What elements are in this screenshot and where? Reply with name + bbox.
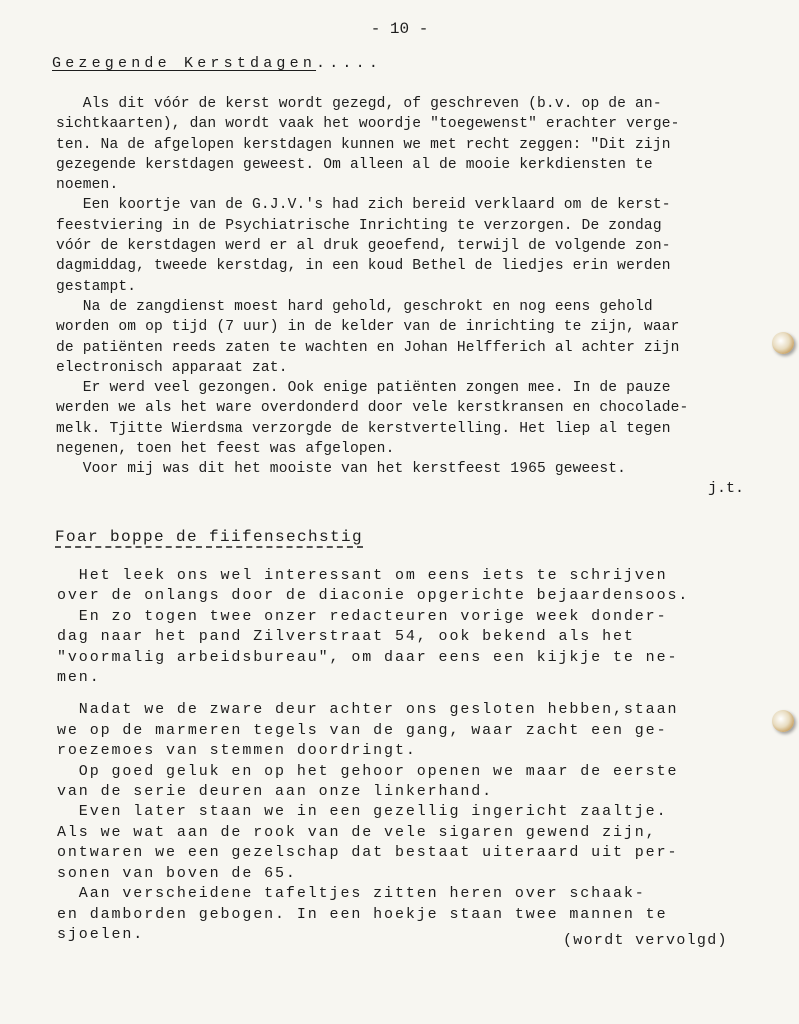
text-line: Op goed geluk en op het gehoor openen we maar de eerste — [57, 762, 679, 780]
continuation-note: (wordt vervolgd) — [563, 932, 728, 949]
section-title-fiifensechstig: Foar boppe de fiifensechstig — [55, 528, 364, 546]
text-line: Nadat we de zware deur achter ons gesloten hebben,staan — [57, 701, 679, 719]
text-line: noemen. — [56, 177, 119, 194]
page-number: - 10 - — [370, 20, 429, 38]
text-line: vóór de kerstdagen werd er al druk geoefend, terwijl de volgende zon- — [56, 238, 671, 255]
text-line: sichtkaarten), dan wordt vaak het woordje "toegewenst" erachter verge- — [56, 116, 680, 133]
text-line: Er werd veel gezongen. Ook enige patiënten zongen mee. In de pauze — [56, 380, 671, 397]
text-line: "voormalig arbeidsbureau", om daar eens een kijkje te ne- — [57, 648, 679, 666]
section-body-kerstdagen — [56, 94, 766, 480]
text-line: Het leek ons wel interessant om eens iets te schrijven — [57, 567, 668, 584]
text-line: dagmiddag, tweede kerstdag, in een koud Bethel de liedjes erin werden — [56, 258, 671, 275]
text-line: en damborden gebogen. In een hoekje staan twee mannen te — [57, 905, 668, 923]
text-line: ontwaren we een gezelschap dat bestaat uiteraard uit per- — [57, 844, 679, 862]
text-line: Aan verscheidene tafeltjes zitten heren over schaak- — [57, 885, 646, 903]
text-line: over de onlangs door de diaconie opgerichte bejaardensoos. — [57, 587, 690, 605]
text-line: worden om op tijd (7 uur) in de kelder van de inrichting te zijn, waar — [56, 319, 680, 336]
text-line: Als dit vóór de kerst wordt gezegd, of geschreven (b.v. op de an- — [56, 96, 662, 112]
text-line: Voor mij was dit het mooiste van het kerstfeest 1965 geweest. — [56, 461, 627, 478]
section-title-kerstdagen — [52, 55, 382, 72]
text-line: feestviering in de Psychiatrische Inrichting te verzorgen. De zondag — [56, 217, 662, 234]
punch-hole — [772, 710, 794, 732]
text-line: Als we wat aan de rook van de vele sigaren gewend zijn, — [57, 823, 657, 841]
text-line: men. — [57, 669, 101, 687]
text-line: we op de marmeren tegels van de gang, waar zacht een ge- — [57, 721, 668, 739]
text-line: roezemoes van stemmen doordringt. — [57, 742, 417, 760]
text-line: gestampt. — [56, 278, 137, 295]
text-line: En zo togen twee onzer redacteuren vorige week donder- — [57, 607, 668, 625]
section-body-fiifensechstig — [57, 566, 777, 945]
text-line: van de serie deuren aan onze linkerhand. — [57, 783, 494, 801]
text-line: gezegende kerstdagen geweest. Om alleen al de mooie kerkdiensten te — [56, 156, 653, 173]
text-line: sonen van boven de 65. — [57, 864, 297, 882]
text-line: melk. Tjitte Wierdsma verzorgde de kerstvertelling. Het liep al tegen — [56, 420, 671, 437]
text-line: werden we als het ware overdonderd door vele kerstkransen en chocolade- — [56, 400, 689, 417]
text-line: negenen, toen het feest was afgelopen. — [56, 441, 395, 458]
text-line: de patiënten reeds zaten te wachten en Johan Helfferich al achter zijn — [56, 339, 680, 356]
paragraph-gap — [57, 688, 777, 700]
text-line: electronisch apparaat zat. — [56, 359, 288, 376]
text-line: Even later staan we in een gezellig ingericht zaaltje. — [57, 803, 668, 821]
text-line: dag naar het pand Zilverstraat 54, ook bekend als het — [57, 628, 635, 646]
text-line: Een koortje van de G.J.V.'s had zich bereid verklaard om de kerst- — [56, 197, 671, 214]
text-line: Na de zangdienst moest hard gehold, geschrokt en nog eens gehold — [56, 298, 653, 315]
text-line: ten. Na de afgelopen kerstdagen kunnen we met recht zeggen: "Dit zijn — [56, 136, 671, 153]
punch-hole — [772, 332, 794, 354]
section-title-dots: ..... — [316, 55, 383, 72]
section-title-text: Gezegende Kerstdagen — [52, 55, 317, 72]
text-line: sjoelen. — [57, 925, 145, 943]
author-initials: j.t. — [708, 480, 745, 497]
